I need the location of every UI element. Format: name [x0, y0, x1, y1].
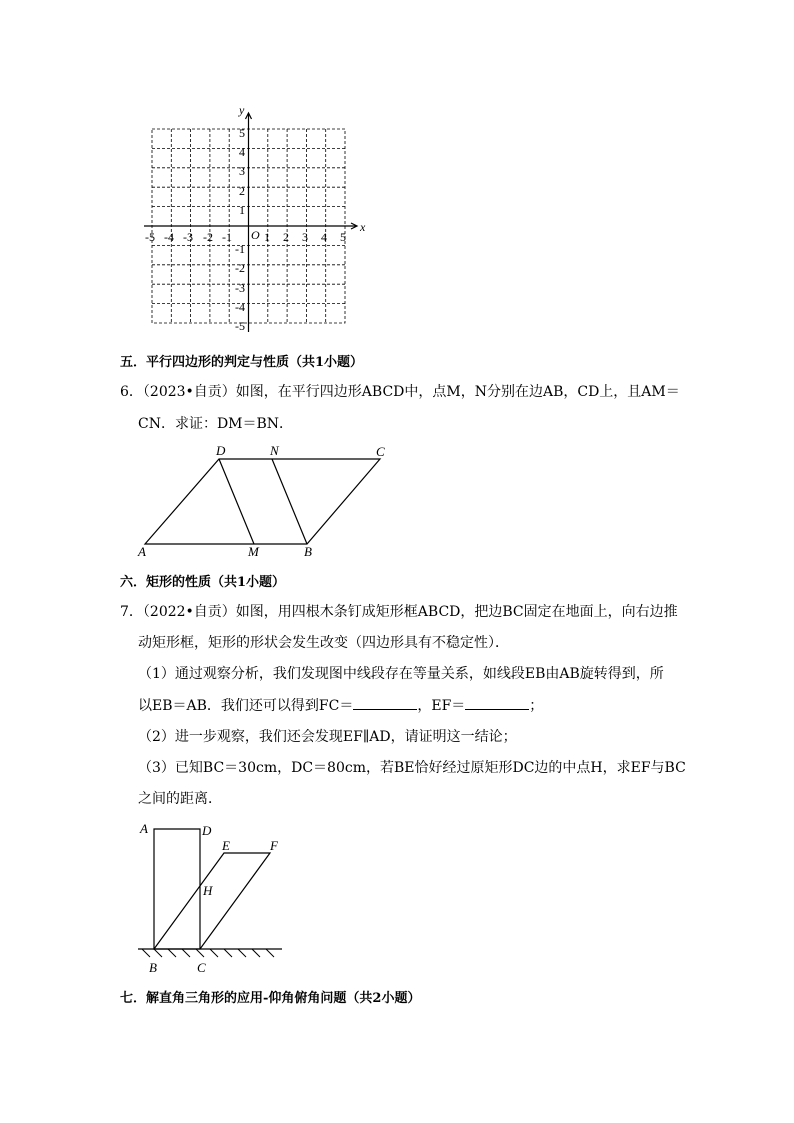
fc-answer-blank[interactable] — [353, 695, 417, 710]
x-tick: 5 — [340, 230, 346, 244]
x-tick: -2 — [203, 230, 213, 244]
y-tick: 5 — [239, 126, 245, 140]
rectangle-frame-figure — [130, 815, 290, 980]
section-7-heading: 七．解直角三角形的应用-仰角俯角问题（共2小题） — [120, 991, 421, 1006]
x-tick: -4 — [164, 230, 174, 244]
label-m: M — [248, 544, 259, 559]
y-tick: -1 — [235, 242, 245, 256]
pushed-parallelogram — [154, 853, 270, 949]
y-tick: 2 — [239, 184, 245, 198]
segment-dm — [219, 459, 254, 544]
label-d: D — [202, 823, 212, 838]
x-tick: 4 — [321, 230, 327, 244]
q7-sub2: （2）进一步观察，我们还会发现EF∥AD，请证明这一结论； — [138, 729, 517, 745]
x-tick: 3 — [302, 230, 308, 244]
q7-sub1-text-a: 以EB＝AB．我们还可以得到FC＝ — [138, 698, 354, 714]
x-axis-label: x — [360, 220, 366, 234]
label-f: F — [270, 838, 278, 853]
x-tick: -5 — [145, 230, 155, 244]
x-tick: -1 — [222, 230, 232, 244]
y-tick: 1 — [239, 203, 245, 217]
y-tick: -5 — [235, 319, 245, 333]
original-rectangle — [154, 829, 200, 949]
y-tick: -3 — [235, 281, 245, 295]
y-tick: -2 — [235, 261, 245, 275]
y-tick: -4 — [235, 300, 245, 314]
label-n: N — [270, 443, 279, 458]
x-tick: -3 — [183, 230, 193, 244]
label-a: A — [138, 544, 146, 559]
y-tick: 4 — [239, 145, 245, 159]
section-6-heading: 六．矩形的性质（共1小题） — [120, 575, 286, 590]
segment-bn — [272, 459, 307, 544]
parallelogram-figure — [130, 440, 400, 565]
label-a: A — [140, 821, 148, 836]
label-b: B — [304, 544, 312, 559]
x-tick-labels — [145, 230, 346, 244]
parallelogram-abcd — [145, 459, 380, 544]
label-c: C — [197, 960, 206, 975]
q7-sub1-text-c: ； — [529, 698, 544, 714]
label-c: C — [376, 444, 385, 459]
x-tick: 2 — [283, 230, 289, 244]
q6-line-1: 6．（2023•自贡）如图，在平行四边形ABCD中，点M，N分别在边AB，CD上，且AM＝ — [120, 384, 680, 400]
y-tick: 3 — [239, 164, 245, 178]
q7-sub1-text-b: ，EF＝ — [417, 698, 466, 714]
x-tick: 1 — [264, 230, 270, 244]
q6-line-2: CN．求证：DM＝BN． — [138, 416, 294, 432]
q7-sub1-line-2 — [138, 695, 543, 716]
label-d: D — [216, 443, 226, 458]
coordinate-grid-figure — [140, 100, 380, 340]
q7-line-1: 7．（2022•自贡）如图，用四根木条钉成矩形框ABCD，把边BC固定在地面上，向右边推 — [120, 604, 678, 620]
q7-line-2: 动矩形框，矩形的形状会发生改变（四边形具有不稳定性）． — [138, 635, 509, 651]
label-h: H — [203, 883, 213, 898]
y-tick-labels — [235, 126, 245, 333]
ground-hatching — [142, 949, 274, 957]
y-axis-label: y — [239, 103, 245, 117]
section-5-heading: 五．平行四边形的判定与性质（共1小题） — [120, 355, 364, 370]
q7-sub3-line-2: 之间的距离． — [138, 791, 222, 807]
axes — [144, 113, 357, 332]
origin-label: O — [251, 228, 260, 242]
ef-answer-blank[interactable] — [465, 695, 529, 710]
q7-sub1-line-1: （1）通过观察分析，我们发现图中线段存在等量关系，如线段EB由AB旋转得到，所 — [138, 666, 664, 682]
label-e: E — [222, 838, 230, 853]
label-b: B — [149, 960, 157, 975]
q7-sub3-line-1: （3）已知BC＝30cm，DC＝80cm，若BE恰好经过原矩形DC边的中点H，求EF与BC — [138, 760, 686, 776]
